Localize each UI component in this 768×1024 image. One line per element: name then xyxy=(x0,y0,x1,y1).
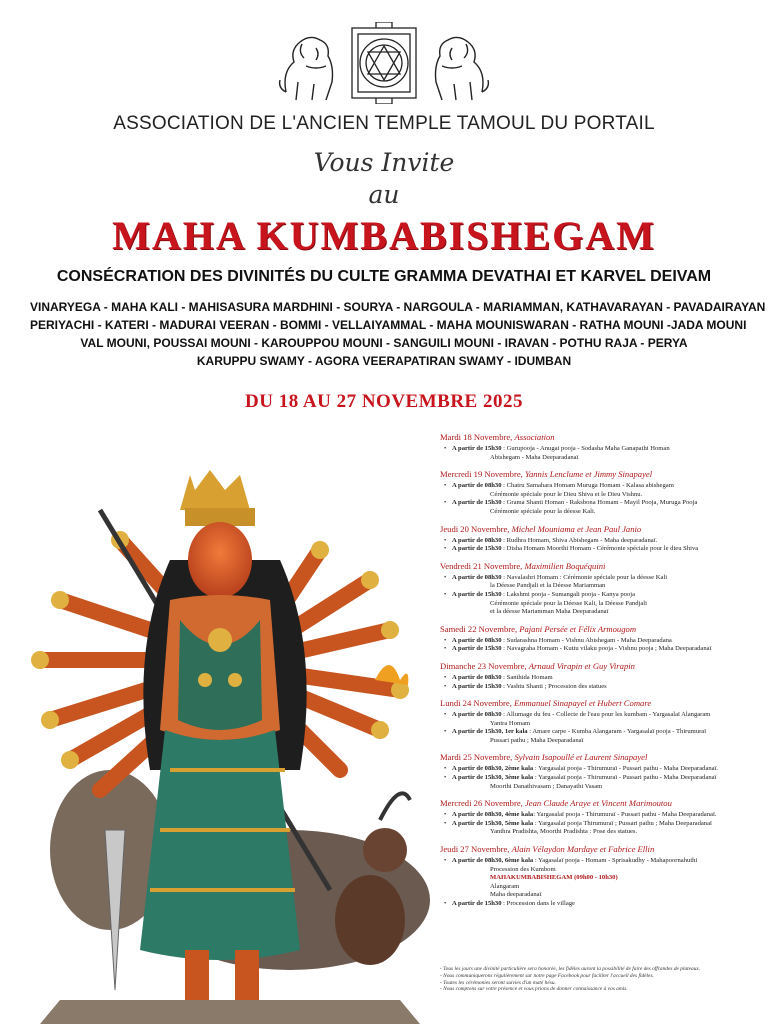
item-text: : Santhida Homam xyxy=(501,673,553,681)
day-date: Mardi 25 Novembre, xyxy=(440,752,513,763)
schedule-item xyxy=(440,900,758,909)
item-text: : Chatru Samahara Homam Muruga Homam - Kalasa abishegam xyxy=(501,482,674,490)
item-time: A partir de 08h30 xyxy=(452,482,502,490)
deities-line: VAL MOUNI, POUSSAI MOUNI - KAROUPPOU MOUNI - SANGUILI MOUNI - IRAVAN - POTHU RAJA - PERYA xyxy=(80,336,688,350)
item-continuation: Cérémonie spéciale pour le Dieu Shiva et le Dieu Vishnu. xyxy=(490,490,643,498)
day-date: Mardi 18 Novembre, xyxy=(440,432,513,442)
day-sponsors: Arnaud Virapin et Guy Virapin xyxy=(528,660,635,671)
item-continuation: Maha deeparadanaï xyxy=(490,891,542,899)
item-time: A partir de 08h30 xyxy=(452,673,502,681)
item-continuation: la Déesse Pandjali et la Déesse Mariamman xyxy=(490,582,606,590)
program-day xyxy=(440,698,758,745)
day-sponsors: Alain Vélaydon Mardaye et Fabrice Ellin xyxy=(511,844,655,855)
footnote-line: - Tous les jours une divinité particulière sera honorée, les fidèles auront la possibilité de faire des offrandes de plateaux. xyxy=(440,966,701,972)
footnotes xyxy=(440,966,758,993)
day-heading xyxy=(440,844,758,854)
day-date: Mercredi 19 Novembre, xyxy=(440,469,523,480)
schedule-item xyxy=(440,683,758,692)
item-text: : Navagraha Homam - Kuttu vilaku pooja - Vishnu pooja ; Maha Deeparadanaï xyxy=(501,645,712,653)
item-time: A partir de 15h30, 5ème kala xyxy=(452,819,534,827)
program-day xyxy=(440,752,758,791)
day-date: Samedi 22 Novembre, xyxy=(440,623,518,634)
item-time: A partir de 08h30 xyxy=(452,636,502,644)
day-heading xyxy=(440,752,758,762)
item-continuation: Cérémonie spéciale pour la Déesse Kali, la Déesse Pandjali xyxy=(490,599,647,607)
item-time: A partir de 15h30 xyxy=(452,645,502,653)
item-time: A partir de 08h30 xyxy=(452,711,502,719)
item-text: : Procession dans le village xyxy=(501,900,575,907)
event-title: MAHA KUMBABISHEGAM xyxy=(112,213,656,258)
item-time: A partir de 08h30 xyxy=(452,536,502,544)
day-heading xyxy=(440,469,758,479)
item-text: : Navalashri Homam : Cérémonie spéciale pour la déesse Kali xyxy=(501,573,668,581)
item-continuation: Yantra Homam xyxy=(490,719,531,727)
item-text: : Yagasalaï pooja - Homam - Sprisakudhy - Mahapoornahuthi xyxy=(533,857,698,865)
day-sponsors: Sylvain Isapoullé et Laurent Sinapayel xyxy=(514,752,648,763)
item-time: A partir de 08h30 xyxy=(452,573,502,581)
day-heading xyxy=(440,798,758,808)
schedule-item xyxy=(440,728,758,745)
schedule-item xyxy=(440,482,758,499)
item-continuation: Moorthi Danathivasam ; Danayathi Vasam xyxy=(490,782,603,790)
item-continuation: Alangaram xyxy=(490,882,520,890)
association-name: ASSOCIATION DE L'ANCIEN TEMPLE TAMOUL DU PORTAIL xyxy=(113,113,655,134)
program-day xyxy=(440,661,758,691)
day-date: Jeudi 20 Novembre, xyxy=(440,523,510,534)
day-date: Mercredi 26 Novembre, xyxy=(440,798,523,809)
consecration-line: CONSÉCRATION DES DIVINITÉS DU CULTE GRAMMA DEVATHAI ET KARVEL DEIVAM xyxy=(56,268,712,285)
item-text: : Rudhra Homam, Shiva Abishegam - Maha deeparadanaï. xyxy=(501,536,658,544)
program-day xyxy=(440,624,758,654)
footnote-line: - Nous comptons sur votre présence et vous prions de donner connaissance à vos amis. xyxy=(440,986,628,993)
day-heading xyxy=(440,561,758,571)
program-day xyxy=(440,561,758,617)
day-sponsors: Jean Claude Araye et Vincent Marimoutou xyxy=(524,798,672,809)
schedule-item xyxy=(440,857,758,900)
yantra-icon xyxy=(352,22,416,104)
item-text: : Disha Homam Moorthi Homam - Cérémonie spéciale pour le dieu Shiva xyxy=(501,545,699,553)
schedule-item xyxy=(440,645,758,654)
item-text: : Vashtu Shanti ; Procession des statues xyxy=(501,682,607,690)
item-text: : Yargasalaï pooja - Thirumuraï - Pussari pathu - Maha Deeparadanaï xyxy=(533,774,717,782)
day-heading xyxy=(440,624,758,634)
item-continuation: Procession des Kumbom xyxy=(490,865,556,873)
day-date: Dimanche 23 Novembre, xyxy=(440,660,527,671)
right-lion-icon xyxy=(436,37,489,100)
schedule-item xyxy=(440,537,758,546)
day-date: Lundi 24 Novembre, xyxy=(440,698,512,709)
deities-line: PERIYACHI - KATERI - MADURAI VEERAN - BOMMI - VELLAIYAMMAL - MAHA MOUNISWARAN - RATHA MOUNI -JADA MOUNI xyxy=(30,318,747,332)
schedule-item xyxy=(440,674,758,683)
program-day xyxy=(440,432,758,462)
deities-line: VINARYEGA - MAHA KALI - MAHISASURA MARDHINI - SOURYA - NARGOULA - MARIAMMAN, KATHAVARAYAN - PAVADAIRAYAN xyxy=(30,300,766,314)
item-text: : Sudarashna Homam - Vishnu Abishegam - Maha Deeparadana xyxy=(501,636,672,644)
schedule-item xyxy=(440,820,758,837)
item-continuation: Yanthra Pradishta, Moorthi Pradishta : Pose des statues. xyxy=(490,828,638,836)
item-text: : Gurupooja - Anugai pooja - Sodasha Maha Ganapathi Homan xyxy=(501,445,670,452)
day-sponsors: Emmanuel Sinapayel et Hubert Comare xyxy=(514,698,652,709)
temple-emblem xyxy=(276,22,492,104)
schedule-item xyxy=(440,445,758,462)
item-continuation: Cérémonie spéciale pour la déesse Kali. xyxy=(490,507,596,515)
item-time: A partir de 08h30, 4ème kala xyxy=(452,811,534,819)
footnote-line: - Nous communiquerons régulièrement sur notre page Facebook pour faciliter l'accueil des fidèles. xyxy=(440,972,654,979)
item-time: A partir de 15h30 xyxy=(452,682,502,690)
day-date: Vendredi 21 Novembre, xyxy=(440,560,523,571)
item-continuation: et la déesse Mariamman Maha Deeparadanaï xyxy=(490,608,609,616)
item-text: : Yargasalaï pooja - Thirumuraï - Pussari pathu - Maha Deeparadanaï. xyxy=(533,765,719,773)
day-heading xyxy=(440,524,758,534)
day-heading xyxy=(440,432,758,442)
item-text: : Lakshmi pooja - Sumangali pooja - Kanya pooja xyxy=(501,590,636,598)
program-schedule xyxy=(440,432,758,916)
invite-line-au: au xyxy=(368,180,400,209)
schedule-item xyxy=(440,499,758,516)
item-continuation: Abishegam - Maha Deeparadanaï xyxy=(490,453,579,461)
goddess-statue-illustration xyxy=(0,470,440,1024)
item-text: : Allumage du feu - Collecte de l'eau pour les kumbam - Yargasalaï Alangaram xyxy=(501,711,711,719)
item-time: A partir de 15h30 xyxy=(452,545,502,553)
item-text: : Grama Shanti Homan - Raksbona Homam - Mayil Pooja, Muruga Pooja xyxy=(501,499,698,507)
date-range: DU 18 AU 27 NOVEMBRE 2025 xyxy=(245,391,523,412)
program-day xyxy=(440,844,758,909)
schedule-item xyxy=(440,765,758,774)
day-date: Jeudi 27 Novembre, xyxy=(440,844,510,855)
schedule-item xyxy=(440,574,758,591)
schedule-item xyxy=(440,637,758,646)
item-time: A partir de 15h30 xyxy=(452,445,502,452)
schedule-item xyxy=(440,711,758,728)
item-continuation: Pussari pathu ; Maha Deeparadanaï xyxy=(490,736,584,744)
item-time: A partir de 15h30 xyxy=(452,590,502,598)
item-time: A partir de 08h30, 6ème kala xyxy=(452,857,534,865)
schedule-item xyxy=(440,545,758,554)
day-sponsors: Maximilien Boquéquini xyxy=(524,560,606,571)
day-heading xyxy=(440,698,758,708)
item-text: : Yargasalaï pooja - Thirumuraï - Pussari pathu - Maha Deeparadanaï. xyxy=(533,811,717,819)
main-ceremony-highlight: MAHAKUMBABISHEGAM (09h00 - 10h30) xyxy=(490,874,618,882)
item-text: : Yargasalaï pooja Thirumuraï ; Pussari pathu ; Maha Deeparadanaï xyxy=(533,819,712,827)
schedule-item xyxy=(440,774,758,791)
item-time: A partir de 15h30 xyxy=(452,499,502,507)
day-sponsors: Yannis Lenclume et Jimmy Sinapayel xyxy=(524,469,653,480)
deities-line: KARUPPU SWAMY - AGORA VEERAPATIRAN SWAMY - IDUMBAN xyxy=(196,354,572,368)
day-sponsors: Michel Mouniama et Jean Paul Janio xyxy=(511,523,642,534)
left-lion-icon xyxy=(280,37,333,100)
day-heading xyxy=(440,661,758,671)
item-text: : Amare carpe - Kumba Alangaram - Yargasalaï pooja - Thirumuraï xyxy=(527,728,707,736)
item-time: A partir de 15h30, 3ème kala xyxy=(452,774,534,782)
schedule-item xyxy=(440,591,758,617)
item-time: A partir de 08h30, 2ème kala xyxy=(452,765,534,773)
day-sponsors: Pajani Persée et Félix Armougom xyxy=(519,623,637,634)
program-day xyxy=(440,524,758,554)
item-time: A partir de 15h30 xyxy=(452,900,502,907)
invite-line: Vous Invite xyxy=(313,148,455,177)
program-day xyxy=(440,798,758,837)
day-sponsors: Association xyxy=(514,432,555,442)
schedule-item xyxy=(440,811,758,820)
program-day xyxy=(440,469,758,516)
footnote-line: - Toutes les cérémonies seront suivies d'un maté hésu. xyxy=(440,979,556,986)
deities-list xyxy=(30,298,766,370)
item-time: A partir de 15h30, 1er kala xyxy=(452,728,528,736)
